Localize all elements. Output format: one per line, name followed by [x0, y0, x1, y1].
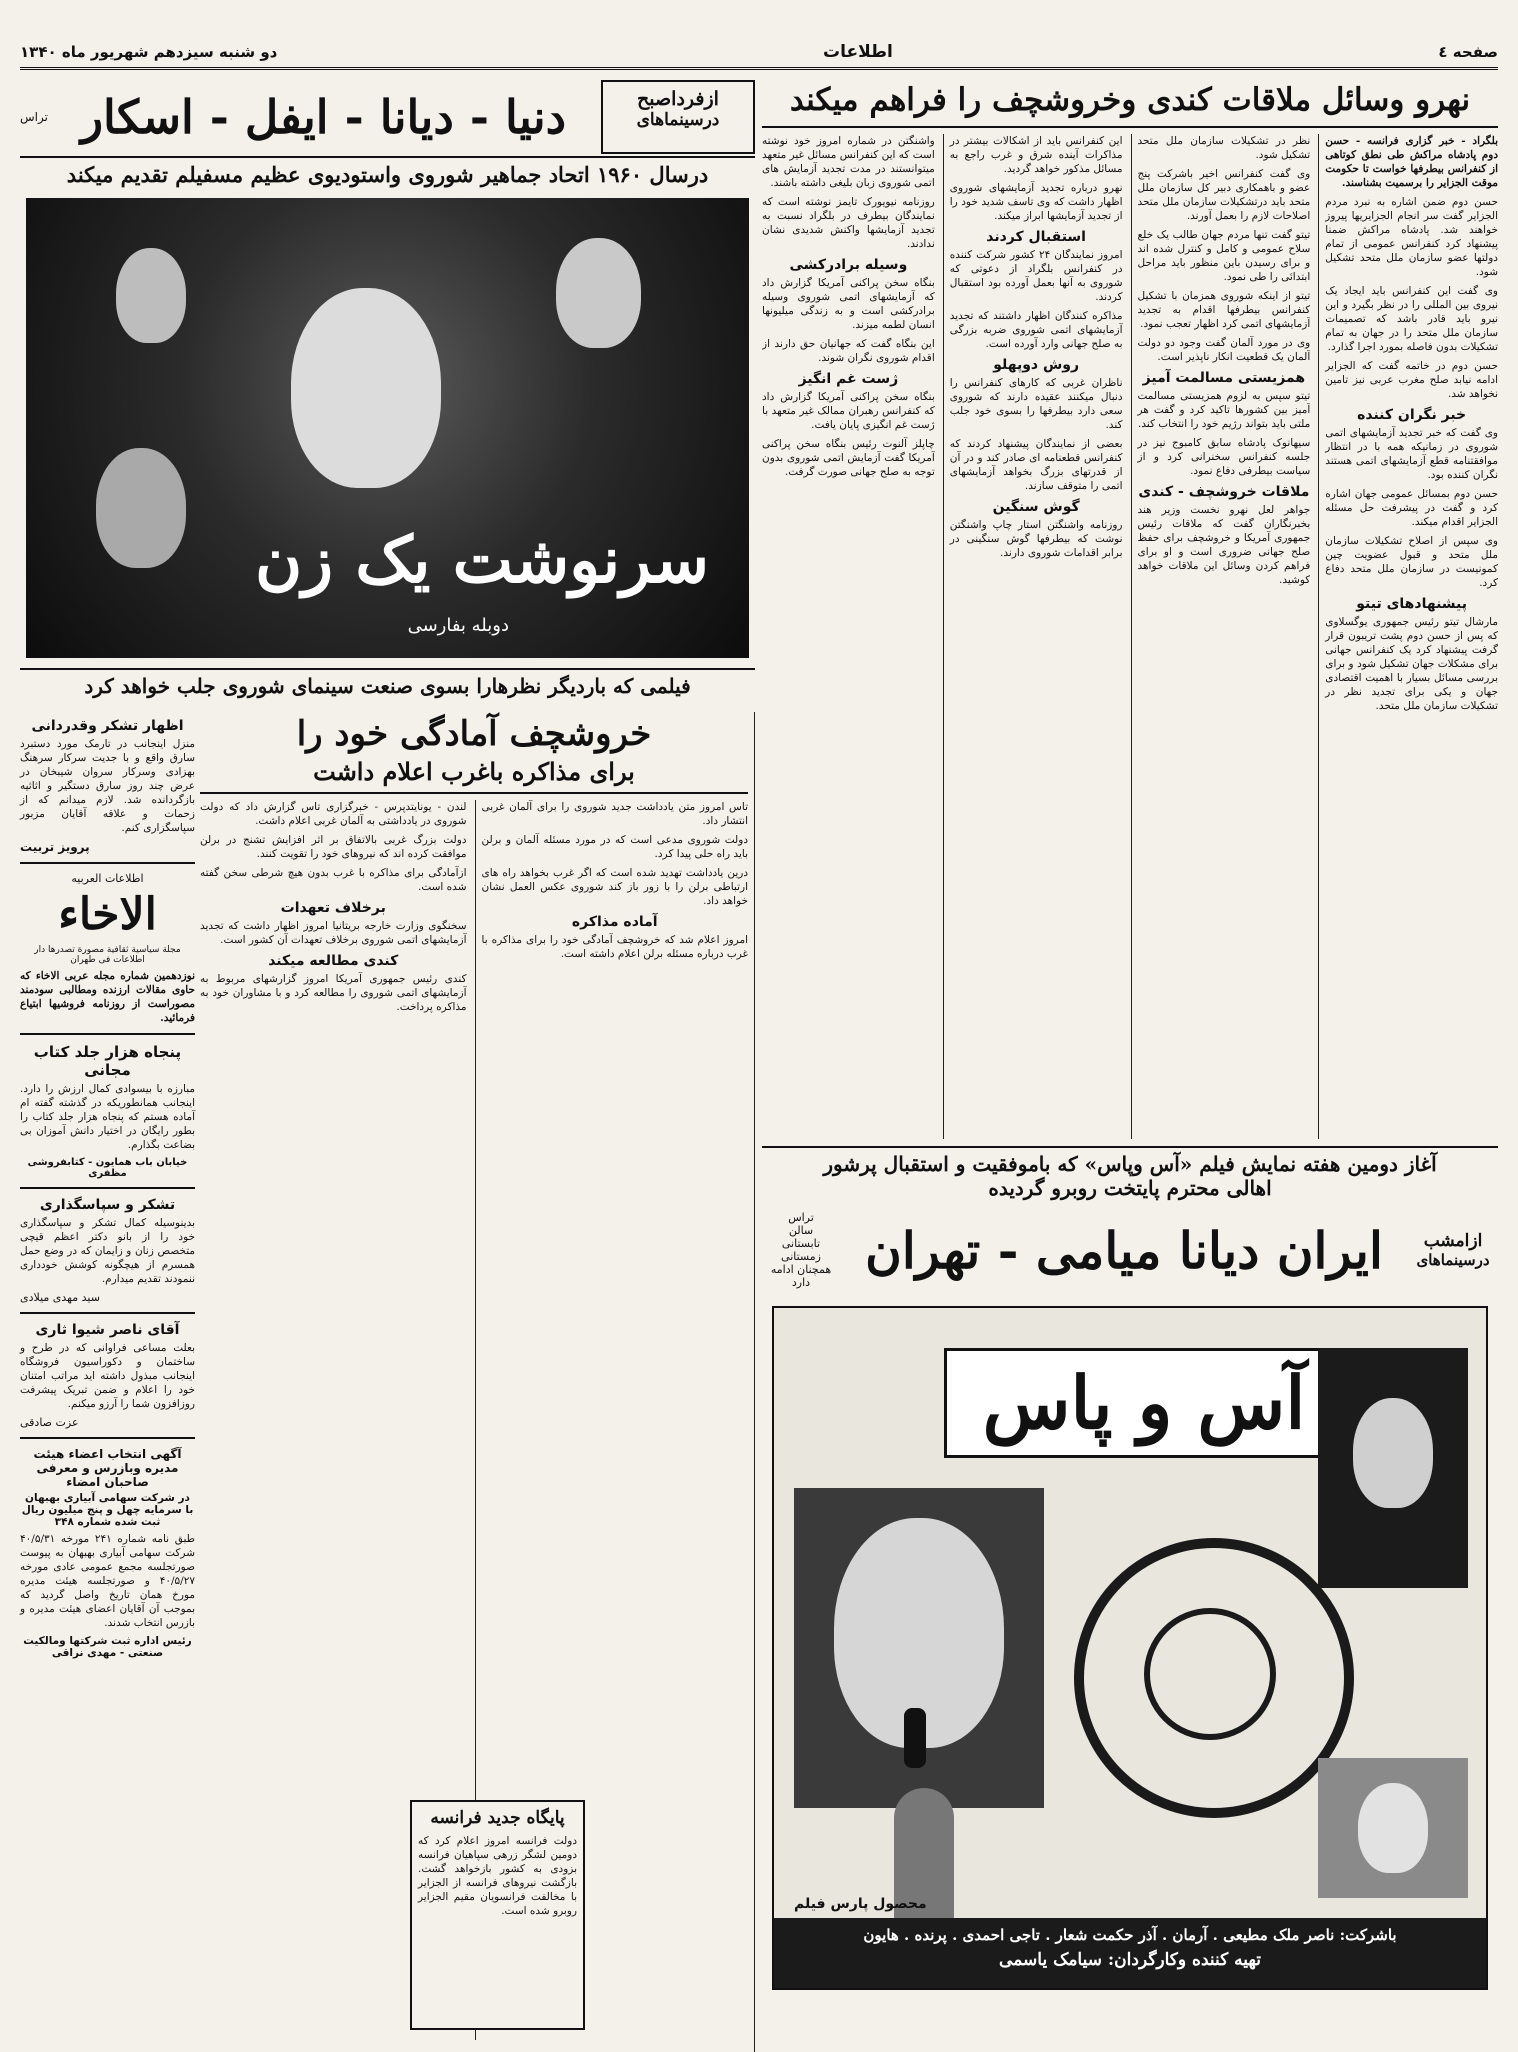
actor-portrait-right [1318, 1348, 1468, 1588]
lead-paragraph: نهرو درباره تجدید آزمایشهای شوروی اظهار داشت که وی تاسف شدید خود را از تجدید آزمایشها ابراز میکند. [949, 182, 1123, 222]
legal-notice-title: آگهی انتخاب اعضاء هیئت مدیره وبازرس و معرفی صاحبان امضاء [33, 1447, 182, 1489]
bottom-cinema-names: ایران دیانا میامی - تهران [865, 1220, 1383, 1280]
free-books-text: مبارزه با بیسوادی کمال ارزش را دارد. اینجانب همانطوریکه در گذشته گفته ام آماده هستم که پنجاه هزار جلد کتاب را بطور رایگان در اختیار دانش آموزان بی بضاعت بگذارم. [20, 1083, 195, 1151]
lead-paragraph: بلگراد - خبر گزاری فرانسه - حسن دوم پادشاه مراکش طی نطق کوتاهی از کنفرانس بیطرفها خواست تا حکومت موقت الجزایر را برسمیت بشناسند. [1325, 135, 1498, 189]
film-reel-inner-icon [1144, 1608, 1276, 1740]
france-headline: پایگاه جدید فرانسه [430, 1808, 565, 1828]
lead-paragraph: وی گفت کنفرانس اخیر باشرکت پنج عضو و باهمکاری دبیر کل سازمان ملل متحد باید درتشکیلات سازمان ملل متحد اصلاحات لازم را بعمل آورند. [1137, 168, 1311, 222]
ad-line-2: اهالی محترم پایتخت روبرو گردیده [988, 1176, 1272, 1200]
thanks-1-text: منزل اینجانب در تارمک مورد دستبرد سارق واقع و با جدیت سرکار سرهنگ بهزادی وسرکار سروان شیبخان در عرض چند روز سارق دستگیر و اثاثیه بازگردانده شد. لازم میدانم که از زحمات و علاقه آقایان مزبور سپاسگزاری کنم. [20, 738, 195, 834]
khrushchev-paragraph: سخنگوی وزارت خارجه بریتانیا امروز اظهار داشت که تجدید آزمایشهای اتمی شوروی برخلاف تعهدات آن کشور است. [200, 920, 467, 946]
lead-subhead: پیشنهادهای تیتو [1356, 596, 1467, 612]
page-number: صفحه ٤ [1438, 42, 1498, 61]
paper-name: اطلاعات [822, 41, 893, 62]
lead-column-2 [1131, 134, 1311, 1139]
lead-column-4 [762, 134, 935, 1139]
lead-paragraph: تیتو گفت تنها مردم جهان طالب یک خلع سلاح عمومی و کامل و کنترل شده اند و برای رسیدن باین منظور باید مراحل ابتدائی را طی نمود. [1137, 229, 1311, 283]
khrushchev-subhead: کندی مطالعه میکند [268, 953, 399, 969]
thanks-1-title: اظهار تشکر وقدردانی [31, 718, 184, 734]
director-line: تهیه کننده وکارگردان: سیامک یاسمی [999, 1950, 1261, 1970]
film-still-photo [26, 198, 749, 658]
film-tagline: درسال ۱۹۶۰ اتحاد جماهیر شوروی واستودیوی عظیم مسفیلم تقدیم میکند [66, 162, 709, 187]
lead-paragraph: حسن دوم ضمن اشاره به نبرد مردم الجزایر گفت سر انجام الجزایریها پیروز خواهند شد. پادشاه مراکش ضمنا پیشنهاد کرد کنفرانس عمومی از تمام دولتها عضو سازمان ملل متحد تشکیل شود. [1325, 196, 1498, 278]
lead-paragraph: واشنگتن در شماره امروز خود نوشته است که این کنفرانس مسائل غیر متعهد میتوانستند در مدت تجدید آزمایش های اتمی شوروی زبان بلیغی داشته باشند. [762, 135, 935, 189]
actor-face-3 [556, 238, 641, 348]
thanks-1-signature: پرویز تربیت [20, 840, 90, 854]
khrushchev-paragraph: درین یادداشت تهدید شده است که اگر غرب بخواهد راه های ارتباطی برلن را با زور باز کند شوروی عکس العمل نشان خواهد داد. [481, 867, 748, 907]
film-title: سرنوشت یک زن [255, 523, 709, 598]
lead-subhead: همزیستی مسالمت آمیز [1142, 370, 1306, 386]
terrace-label: تراس [20, 110, 48, 124]
ad-line-1: آغاز دومین هفته نمایش فیلم «آس وپاس» که باموفقیت و استقبال پرشور [823, 1152, 1437, 1176]
summer-label: تابستانی [781, 1237, 821, 1250]
credits-bar [774, 1918, 1486, 1988]
akhaa-caption: اطلاعات العربیه [71, 872, 144, 885]
film-ad-bottom [762, 1146, 1498, 2032]
from-tonight-label: ازامشب [1423, 1231, 1483, 1251]
lead-paragraph: نظر در تشکیلات سازمان ملل متحد تشکیل شود. [1137, 135, 1311, 161]
cast-line: باشرکت: ناصر ملک مطیعی . آرمان . آذر حکمت شعار . تاجی احمدی . پرنده . هایون [863, 1926, 1397, 1944]
page-header [20, 36, 1498, 70]
winter-label: زمستانی [781, 1250, 821, 1263]
thanks-2-title: تشکر و سپاسگذاری [39, 1197, 176, 1213]
france-text: دولت فرانسه امروز اعلام کرد که دومین لشگر زرهی سپاهیان فرانسه بزودی به کشور بازخواهد گشت. بازگشت نیروهای فرانسه از الجزایر با مخالفت فرانسویان مقیم الجزایر روبرو شده است. [418, 1835, 577, 1917]
lead-headline: نهرو وسائل ملاقات کندی وخروشچف را فراهم میکند [762, 78, 1498, 128]
notices-column [20, 712, 195, 2032]
lead-paragraph: تیتو از اینکه شوروی همزمان با تشکیل کنفرانس بیطرفها اقدام به تجدید آزمایشهای اتمی کرد اظهار تعجب نمود. [1137, 290, 1311, 330]
actor-face-2 [291, 288, 441, 488]
film-bottom-line: فیلمی که باردیگر نظرهارا بسوی صنعت سینمای شوروی جلب خواهد کرد [20, 668, 755, 698]
actress-portrait [1318, 1758, 1468, 1898]
khrushchev-subhead: آماده مذاکره [571, 914, 658, 930]
lead-paragraph: مذاکره کنندگان اظهار داشتند که تجدید آزمایشهای اتمی شوروی ضربه بزرگی به صلح جهانی وارد آورده است. [949, 310, 1123, 350]
dubbed-label: دوبله بفارسی [407, 615, 509, 636]
lead-paragraph: حسن دوم بمسائل عمومی جهان اشاره کرد و گفت در پیشرفت حل مسئله الجزایر اقدام میکند. [1325, 488, 1498, 528]
date-line: دو شنبه سیزدهم شهریور ماه ۱۳۴۰ [20, 42, 278, 61]
lead-paragraph: وی در مورد آلمان گفت وجود دو دولت آلمان یک قطعیت انکار ناپذیر است. [1137, 337, 1311, 363]
lead-paragraph: وی گفت که خبر تجدید آزمایشهای اتمی شوروی در زمانیکه همه با در انتظار موافقتنامه قطع آزمایشهای اتمی هستند نگران کننده بود. [1325, 427, 1498, 481]
free-books-signature: خیابان باب همایون - کتابفروشی مظفری [27, 1157, 188, 1179]
engineer-text: بعلت مساعی فراوانی که در طرح و ساختمان و دکوراسیون فروشگاه اینجانب مبذول داشته اید مراتب امتنان خود را اعلام و ضمن تبریک پیشرفت روزافزون شما را آرزو میکنم. [20, 1342, 195, 1410]
france-box [410, 1800, 585, 2030]
lead-paragraph: مارشال تیتو رئیس جمهوری یوگسلاوی که پس از حسن دوم پشت تریبون قرار گرفت پیشنهاد کرد یک کنفرانس جهانی برای مشکلات جهان تشکیل شود و برای بررسی مسائل بسیار با اهمیت اقتصادی جهان و یکی برای تجدید نظر در تشکیلات سازمان ملل متحد. [1325, 616, 1498, 712]
thanks-2-signature: سید مهدی میلادی [20, 1291, 100, 1304]
lead-column-1 [1318, 134, 1498, 1139]
lead-paragraph: بنگاه سخن پراکنی آمریکا گزارش داد که کنفرانس رهبران ممالک غیر متعهد با ژست غم انگیزی پایان یافت. [762, 391, 935, 431]
akhaa-title: الاخاء [58, 889, 157, 940]
khrushchev-paragraph: دولت شوروی مدعی است که در مورد مسئله آلمان و برلن باید راه حلی پیدا کرد. [481, 834, 748, 860]
lead-subhead: ژست غم انگیز [798, 371, 899, 387]
khrushchev-headline: خروشچف آمادگی خود را [296, 714, 652, 754]
lead-paragraph: جواهر لعل نهرو نخست وزیر هند بخبرنگاران گفت که ملاقات رئیس جمهوری آمریکا و خروشچف برای حفظ صلح جهانی ضروری است و او برای فراهم کردن وسائل این ملاقات خواهد کوشید. [1137, 504, 1311, 586]
lead-subhead: وسیله برادرکشی [789, 257, 908, 273]
producer-label: محصول پارس فیلم [794, 1896, 927, 1912]
lead-paragraph: امروز نمایندگان ۲۴ کشور شرکت کننده در کنفرانس بلگراد از دعوتی که شوروی به آنها بعمل آورده بود استقبال کردند. [949, 249, 1123, 303]
lead-paragraph: سیهانوک پادشاه سابق کامبوج نیز در جلسه کنفرانس سخنرانی کرد و از سیاست بیطرفی دفاع نمود. [1137, 437, 1311, 477]
lead-paragraph: وی سپس از اصلاح تشکیلات سازمان ملل متحد و قبول عضویت چین کمونیست در سازمان ملل متحد دفاع کرد. [1325, 535, 1498, 589]
khrushchev-paragraph: کندی رئیس جمهوری آمریکا امروز گزارشهای مربوط به آزمایشهای اتمی شوروی را مطالعه کرد و با مشاوران خود به مذاکره پرداخت. [200, 973, 467, 1013]
lead-paragraph: وی گفت این کنفرانس باید ایجاد یک نیروی بین المللی را در نظر بگیرد و این نیرو باید قادر باشد که تصمیمات سازمان ملل متحد را در جهان به تمام تشکیلات بدون فاصله بمورد اجرا گذارد. [1325, 285, 1498, 353]
film-poster [772, 1306, 1488, 1990]
lead-subhead: ملاقات خروشچف - کندی [1138, 484, 1310, 500]
lead-subhead: روش دوپهلو [993, 357, 1080, 373]
continues-label: همچنان ادامه دارد [770, 1263, 832, 1289]
poster-title-banner [944, 1348, 1344, 1458]
lead-paragraph: روزنامه واشنگتن استار چاپ واشنگتن نوشت که بیطرفها گوش سنگینی در برابر اقدامات شوروی دارند. [949, 519, 1123, 559]
actor-face-1 [116, 248, 186, 343]
lead-story [762, 78, 1498, 1141]
salon-label: سالن [788, 1224, 814, 1237]
khrushchev-paragraph: امروز اعلام شد که خروشچف آمادگی خود را برای مذاکره با غرب درباره مسئله برلن اعلام داشته است. [481, 934, 748, 960]
lead-paragraph: این کنفرانس باید از اشکالات بیشتر در مذاکرات آینده شرق و غرب راجع به مسائل مذکور خواهد گردید. [949, 135, 1123, 175]
actor-face-right [1353, 1398, 1433, 1508]
schedule-line-2: درسینماهای [636, 110, 720, 130]
khrushchev-paragraph: دولت بزرگ غربی بالاتفاق بر اثر افزایش تشنج در برلن موافقت کرده اند که نیروهای خود را تقویت کنند. [200, 834, 467, 860]
schedule-line-1: ازفرداصبح [637, 88, 719, 110]
lead-subhead: خبر نگران کننده [1357, 407, 1467, 423]
lead-paragraph: تیتو سپس به لزوم همزیستی مسالمت آمیز بین کشورها تاکید کرد و گفت هر ملتی باید بتواند رژیم خود را انتخاب کند. [1137, 390, 1311, 430]
actor-portrait-left [794, 1488, 1044, 1808]
in-cinemas-label: درسینماهای [1416, 1251, 1490, 1269]
lead-paragraph: بنگاه سخن پراکنی آمریکا گزارش داد که آزمایشهای اتمی شوروی وسیله برادرکشی است و به زندگی میلیونها انسان لطمه میزند. [762, 277, 935, 331]
film-ad-top [20, 78, 755, 706]
schedule-box [601, 80, 755, 154]
khrushchev-paragraph: ازآمادگی برای مذاکره با غرب بدون هیچ شرطی سخن گفته شده است. [200, 867, 467, 893]
lead-paragraph: بعضی از نمایندگان پیشنهاد کردند که کنفرانس قطعنامه ای صادر کند و در آن از قدرتهای بزرگ بخواهد آزمایشهای اتمی را متوقف سازند. [949, 438, 1123, 492]
poster-film-title: آس و پاس [982, 1360, 1306, 1445]
cinema-names: دنیا - دیانا - ایفل - اسکار [80, 90, 567, 144]
legal-notice-signature: رئیس اداره ثبت شرکتها ومالکیت صنعتی - مهدی نراقی [23, 1635, 192, 1659]
legal-notice-subtitle: در شرکت سهامی آبیاری بهبهان با سرمایه چهل و پنج میلیون ریال ثبت شده شماره ۳۴۸ [21, 1492, 194, 1528]
khrushchev-paragraph: لندن - یونایتدپرس - خبرگزاری تاس گزارش داد که دولت شوروی در یادداشتی به آلمان غربی اعلام داشت. [200, 801, 467, 827]
bottom-terrace-label: تراس [788, 1211, 814, 1224]
khrushchev-subhead: برخلاف تعهدات [280, 900, 386, 916]
lead-column-3 [943, 134, 1123, 1139]
akhaa-text: نوزدهمین شماره مجله عربی الاخاء که حاوی مقالات ارزنده ومطالبی سودمند مصوراست از روزنامه فروشیها ابتیاع فرمائید. [20, 970, 195, 1024]
lead-paragraph: ناظران غربی که کارهای کنفرانس را دنبال میکنند عقیده دارند که شوروی سعی دارد بیطرفها را بسوی خود جلب کند. [949, 377, 1123, 431]
actress-face [1358, 1783, 1428, 1873]
legal-notice-text: طبق نامه شماره ۲۴۱ مورخه ۴۰/۵/۳۱ شرکت سهامی آبیاری بهبهان به پیوست صورتجلسه مجمع عمومی عادی مورخه ۴۰/۵/۲۷ و صورتجلسه هیئت مدیره مورخ همان تاریخ واصل گردید که بموجب آن آقایان اعضای هیئت مدیره و بازرس انتخاب شدند. [20, 1533, 195, 1629]
actor-face-4 [96, 448, 186, 568]
lead-subhead: استقبال کردند [986, 229, 1086, 245]
thanks-2-text: بدینوسیله کمال تشکر و سپاسگذاری خود را از بانو دکتر اعظم قیچی متخصص زنان و زایمان که در وضع حمل همسرم از هیچگونه کوشش خودداری ننمودند تقدیم میدارم. [20, 1217, 195, 1285]
khrushchev-subheadline: برای مذاکره باغرب اعلام داشت [200, 756, 748, 794]
free-books-title: پنجاه هزار جلد کتاب مجانی [33, 1043, 182, 1079]
akhaa-subtitle: مجلة سیاسیة ثقافیة مصورة تصدرها دار اطلاعات فی طهران [34, 945, 181, 965]
pipe-icon [904, 1708, 926, 1768]
lead-paragraph: روزنامه نیویورک تایمز نوشته است که نمایندگان بیطرف در بلگراد نسبت به تجدید آزمایشها واکنش شدیدی نشان ندادند. [762, 196, 935, 250]
lead-paragraph: این بنگاه گفت که جهانیان حق دارند از اقدام شوروی نگران شوند. [762, 338, 935, 364]
engineer-title: آقای ناصر شیوا ثاری [35, 1322, 180, 1338]
engineer-signature: عزت صادقی [20, 1416, 79, 1429]
khrushchev-paragraph: تاس امروز متن یادداشت جدید شوروی را برای آلمان غربی انتشار داد. [481, 801, 748, 827]
lead-paragraph: حسن دوم در خاتمه گفت که الجزایر ادامه نیابد صلح مغرب عربی نیز تامین نخواهد شد. [1325, 360, 1498, 400]
lead-paragraph: چاپلز آلنوت رئیس بنگاه سخن پراکنی آمریکا گفت آزمایش اتمی شوروی بدون توجه به صلح جهانی صورت گرفت. [762, 438, 935, 478]
lead-subhead: گوش سنگین [992, 499, 1080, 515]
